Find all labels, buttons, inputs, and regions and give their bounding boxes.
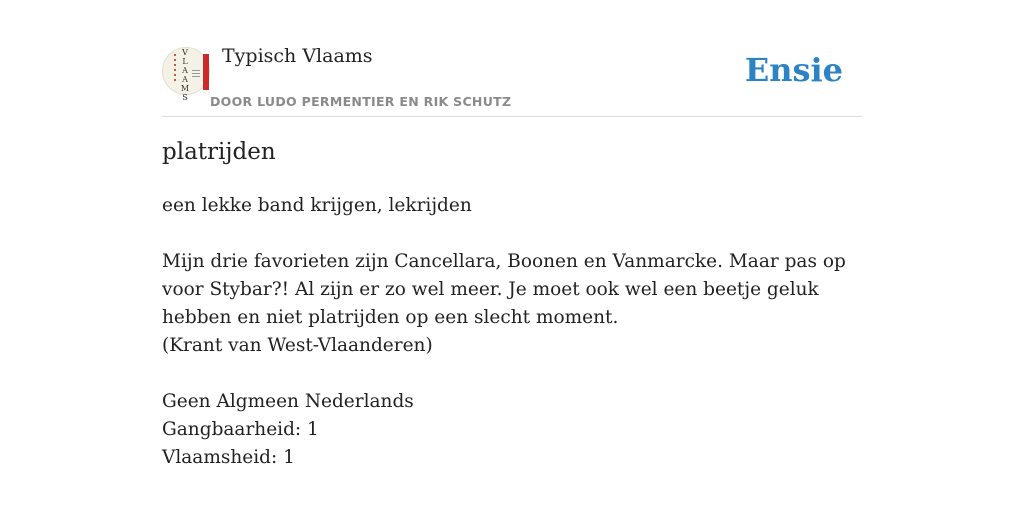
page [162, 0, 862, 512]
spacer [162, 360, 862, 388]
avatar-red-edge [203, 54, 209, 90]
entry-standard: Geen Algmeen Nederlands [162, 391, 414, 412]
entry-gangbaarheid: Gangbaarheid: 1 [162, 419, 319, 440]
avatar-red-dots [174, 54, 176, 84]
entry-source: (Krant van West-Vlaanderen) [162, 335, 433, 356]
avatar[interactable] [162, 47, 210, 102]
entry-definition: een lekke band krijgen, lekrijden [162, 195, 472, 216]
avatar-text-lines [192, 70, 200, 78]
brand-logo-link[interactable]: Ensie [744, 51, 843, 89]
site-title[interactable]: Typisch Vlaams [222, 45, 373, 67]
avatar-letters: V L A A M S [180, 48, 190, 102]
entry-title: platrijden [162, 139, 276, 165]
entry-content [162, 192, 862, 472]
author-byline: DOOR LUDO PERMENTIER EN RIK SCHUTZ [210, 94, 512, 109]
entry-vlaamsheid: Vlaamsheid: 1 [162, 447, 295, 468]
entry-quote: Mijn drie favorieten zijn Cancellara, Boonen en Vanmarcke. Maar pas op voor Stybar?! Al zijn er zo wel meer. Je moet ook wel een beetje geluk hebben en niet platrijden op een slecht moment. [162, 251, 846, 328]
spacer [162, 220, 862, 248]
header [162, 0, 862, 117]
